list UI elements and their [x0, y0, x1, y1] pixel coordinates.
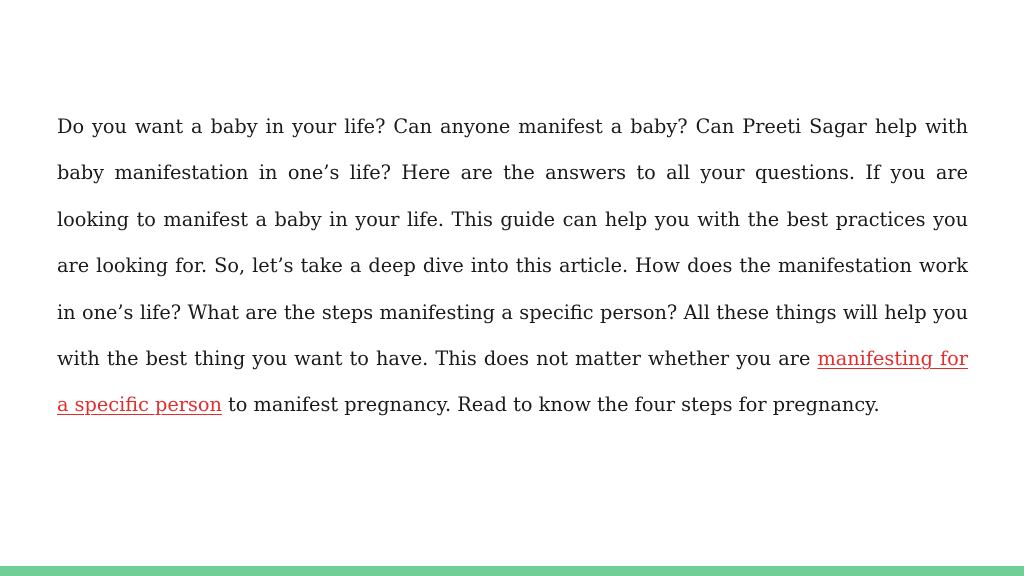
bottom-accent-bar	[0, 566, 1024, 576]
article-paragraph	[57, 104, 968, 429]
paragraph-text-after-link: to manifest pregnancy. Read to know the four steps for pregnancy.	[221, 393, 880, 417]
specific-person-link[interactable]: manifesting for a specific person	[57, 347, 968, 417]
paragraph-text-before-link: Do you want a baby in your life? Can anyone manifest a baby? Can Preeti Sagar help with baby manifestation in one’s life? Here are the answers to all your questions. If you are looking to manifest a baby in your life. This guide can help you with the best practices you are looking for. So, let’s take a deep dive into this article. How does the manifestation work in one’s life? What are the steps manifesting a specific person? All these things will help you with the best thing you want to have. This does not matter whether you are	[57, 115, 968, 371]
